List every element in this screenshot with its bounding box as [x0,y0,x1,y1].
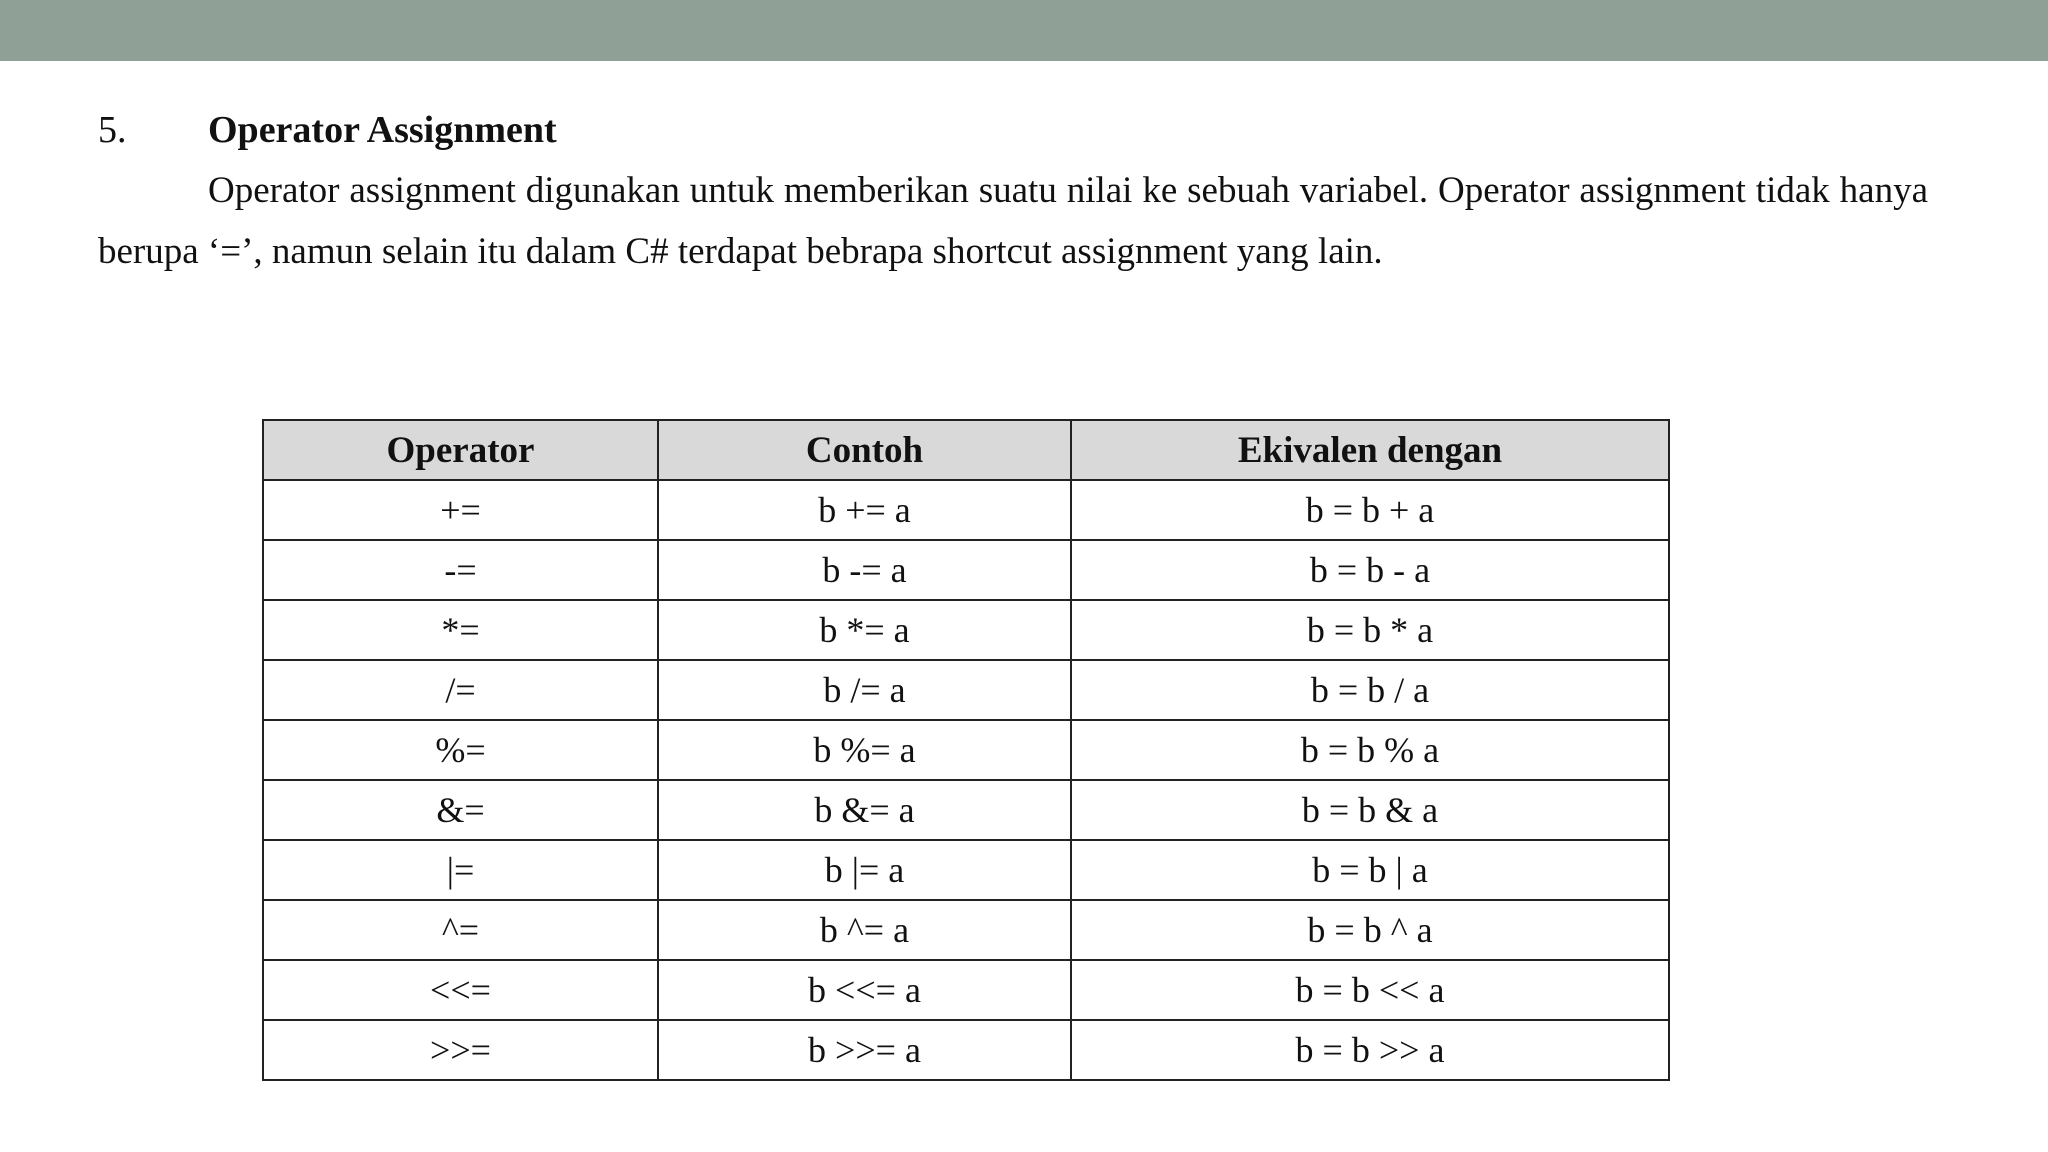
operator-cell: %= [263,720,658,780]
table-row [263,1020,1669,1080]
operator-cell: <<= [263,960,658,1020]
equivalent-cell: b = b | a [1071,840,1669,900]
equivalent-cell: b = b / a [1071,660,1669,720]
equivalent-cell: b = b ^ a [1071,900,1669,960]
table-row [263,900,1669,960]
table-row [263,660,1669,720]
section-number: 5. [98,109,127,151]
operator-cell: |= [263,840,658,900]
equivalent-cell: b = b & a [1071,780,1669,840]
header-ekivalen: Ekivalen dengan [1071,420,1669,480]
slide-content [98,100,1928,282]
example-cell: b |= a [658,840,1071,900]
section-heading [98,100,1928,160]
table-row [263,480,1669,540]
equivalent-cell: b = b - a [1071,540,1669,600]
operator-cell: ^= [263,900,658,960]
table-row [263,960,1669,1020]
example-cell: b <<= a [658,960,1071,1020]
operator-table [262,419,1670,1081]
table-row [263,840,1669,900]
example-cell: b ^= a [658,900,1071,960]
table-row [263,720,1669,780]
table-header-row [263,420,1669,480]
header-operator: Operator [263,420,658,480]
section-paragraph: Operator assignment digunakan untuk memberikan suatu nilai ke sebuah variabel. Operator assignment tidak hanya berupa ‘=’, namun selain itu dalam C# terdapat bebrapa shortcut assignment yang lain. [98,170,1928,272]
table-row [263,540,1669,600]
example-cell: b %= a [658,720,1071,780]
example-cell: b *= a [658,600,1071,660]
equivalent-cell: b = b + a [1071,480,1669,540]
operator-cell: >>= [263,1020,658,1080]
example-cell: b /= a [658,660,1071,720]
example-cell: b -= a [658,540,1071,600]
operator-cell: += [263,480,658,540]
header-contoh: Contoh [658,420,1071,480]
operator-cell: /= [263,660,658,720]
table-row [263,780,1669,840]
table-row [263,600,1669,660]
slide-top-bar [0,0,2048,61]
equivalent-cell: b = b >> a [1071,1020,1669,1080]
example-cell: b &= a [658,780,1071,840]
operator-cell: -= [263,540,658,600]
operator-table-container [262,419,1668,1081]
operator-cell: *= [263,600,658,660]
equivalent-cell: b = b * a [1071,600,1669,660]
example-cell: b >>= a [658,1020,1071,1080]
operator-cell: &= [263,780,658,840]
equivalent-cell: b = b << a [1071,960,1669,1020]
example-cell: b += a [658,480,1071,540]
section-title: Operator Assignment [208,109,557,151]
equivalent-cell: b = b % a [1071,720,1669,780]
